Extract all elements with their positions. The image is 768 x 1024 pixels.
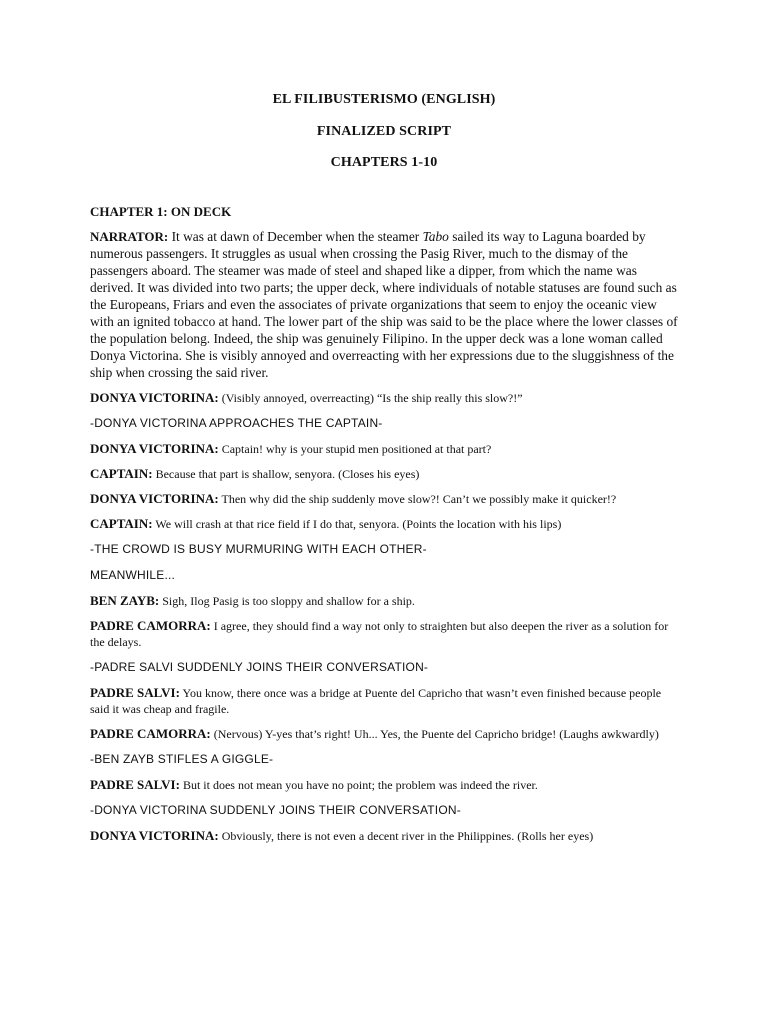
narration-text: sailed its way to Laguna boarded by numerous passengers. It struggles as usual when crossing the Pasig River, much to the dismay of the passengers aboard. The steamer was made of steel and shaped like a dipper, from which the name was derived. It was divided into two parts; the upper deck, where individuals of notable statuses are found such as the Europeans, Friars and even the associates of private organizations that seem to enjoy the oceanic view with an ignited tobacco at hand. The lower part of the ship was said to be the place where the lower classes of the population belong. Indeed, the ship was genuinely Filipino. In the upper deck was a lone woman called Donya Victorina. She is visibly annoyed and overreacting with her expressions due to the sluggishness of the ship when crossing the said river. bbox=[90, 229, 678, 380]
dialogue-line bbox=[90, 618, 680, 650]
dialogue-line bbox=[90, 390, 680, 406]
dialogue-line bbox=[90, 441, 680, 457]
dialogue-line bbox=[90, 516, 680, 532]
title-block bbox=[0, 91, 768, 186]
stage-direction: -BEN ZAYB STIFLES A GIGGLE- bbox=[90, 752, 274, 766]
stage-direction: -THE CROWD IS BUSY MURMURING WITH EACH OTHER- bbox=[90, 542, 427, 556]
speaker-label: BEN ZAYB: bbox=[90, 593, 160, 608]
dialogue-text: I agree, they should find a way not only to straighten but also deepen the river as a solution for the delays. bbox=[90, 619, 669, 649]
dialogue-text: You know, there once was a bridge at Puente del Capricho that wasn’t even finished because people said it was cheap and fragile. bbox=[90, 686, 662, 716]
stage-direction: -DONYA VICTORINA SUDDENLY JOINS THEIR CONVERSATION- bbox=[90, 803, 461, 817]
narrator-paragraph bbox=[90, 228, 680, 381]
chapter-heading: CHAPTER 1: ON DECK bbox=[90, 204, 232, 219]
dialogue-line bbox=[90, 828, 680, 844]
speaker-label: DONYA VICTORINA: bbox=[90, 828, 219, 843]
dialogue-text: We will crash at that rice field if I do that, senyora. (Points the location with his lips) bbox=[152, 517, 562, 531]
speaker-label: CAPTAIN: bbox=[90, 466, 153, 481]
dialogue-line bbox=[90, 777, 680, 793]
speaker-label: PADRE CAMORRA: bbox=[90, 726, 211, 741]
dialogue-text: But it does not mean you have no point; the problem was indeed the river. bbox=[179, 778, 538, 792]
document-title: EL FILIBUSTERISMO (ENGLISH) bbox=[272, 92, 496, 107]
document-subtitle: FINALIZED SCRIPT bbox=[316, 123, 452, 139]
speaker-label: DONYA VICTORINA: bbox=[90, 491, 219, 506]
dialogue-text: (Visibly annoyed, overreacting) “Is the ship really this slow?!” bbox=[218, 391, 523, 405]
dialogue-line bbox=[90, 593, 680, 609]
speaker-label: DONYA VICTORINA: bbox=[90, 390, 219, 405]
speaker-label: PADRE CAMORRA: bbox=[90, 618, 211, 633]
speaker-label: DONYA VICTORINA: bbox=[90, 441, 219, 456]
dialogue-text: Because that part is shallow, senyora. (Closes his eyes) bbox=[152, 467, 420, 481]
dialogue-line bbox=[90, 466, 680, 482]
speaker-label: PADRE SALVI: bbox=[90, 685, 180, 700]
chapter-range: CHAPTERS 1-10 bbox=[330, 155, 438, 170]
narration-text: It was at dawn of December when the steamer bbox=[168, 229, 423, 244]
speaker-label: PADRE SALVI: bbox=[90, 777, 180, 792]
dialogue-text: (Nervous) Y-yes that’s right! Uh... Yes, the Puente del Capricho bridge! (Laughs awkwardly) bbox=[210, 727, 659, 741]
dialogue-text: Captain! why is your stupid men positioned at that part? bbox=[218, 442, 492, 456]
stage-direction: -PADRE SALVI SUDDENLY JOINS THEIR CONVERSATION- bbox=[90, 660, 429, 674]
dialogue-text: Sigh, Ilog Pasig is too sloppy and shallow for a ship. bbox=[159, 594, 415, 608]
stage-direction: -DONYA VICTORINA APPROACHES THE CAPTAIN- bbox=[90, 416, 383, 430]
dialogue-text: Obviously, there is not even a decent river in the Philippines. (Rolls her eyes) bbox=[218, 829, 594, 843]
ship-name: Tabo bbox=[422, 229, 449, 244]
dialogue-text: Then why did the ship suddenly move slow?! Can’t we possibly make it quicker!? bbox=[218, 492, 617, 506]
speaker-label: CAPTAIN: bbox=[90, 516, 153, 531]
script-body bbox=[90, 204, 680, 853]
dialogue-line bbox=[90, 685, 680, 717]
stage-direction: MEANWHILE... bbox=[90, 568, 176, 582]
dialogue-line bbox=[90, 726, 680, 742]
speaker-label: NARRATOR: bbox=[90, 229, 169, 244]
dialogue-line bbox=[90, 491, 680, 507]
